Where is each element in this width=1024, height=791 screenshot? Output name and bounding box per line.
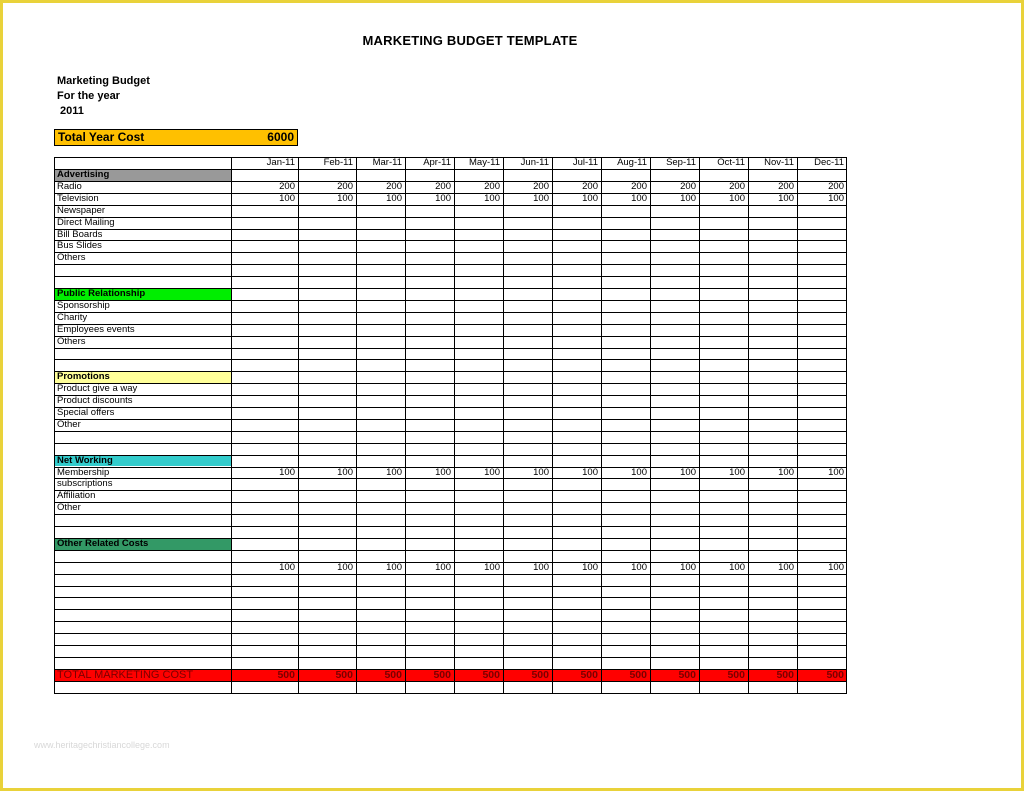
row-label: subscriptions bbox=[57, 478, 113, 490]
grid-hline bbox=[54, 288, 847, 289]
row-label: Other bbox=[57, 502, 81, 514]
grid-hline bbox=[54, 229, 847, 230]
grid-hline bbox=[54, 586, 847, 587]
grid-hline bbox=[54, 348, 847, 349]
row-label: Newspaper bbox=[57, 204, 106, 216]
value-cell: 100 bbox=[533, 561, 549, 573]
section-label: Public Relationship bbox=[57, 288, 146, 299]
value-cell: 200 bbox=[533, 180, 549, 192]
month-header: Nov-11 bbox=[764, 157, 794, 168]
value-cell: 200 bbox=[582, 180, 598, 192]
grid-vline bbox=[846, 157, 847, 693]
value-cell: 100 bbox=[279, 192, 295, 204]
value-cell: 200 bbox=[279, 180, 295, 192]
grid-vline bbox=[454, 157, 455, 693]
row-label: Affiliation bbox=[57, 490, 96, 502]
value-cell: 200 bbox=[435, 180, 451, 192]
total-value-cell: 500 bbox=[678, 668, 696, 681]
row-label: Product discounts bbox=[57, 395, 133, 407]
grid-hline bbox=[54, 681, 847, 682]
total-value-cell: 500 bbox=[580, 668, 598, 681]
value-cell: 200 bbox=[828, 180, 844, 192]
month-header: Dec-11 bbox=[814, 157, 844, 168]
value-cell: 100 bbox=[435, 466, 451, 478]
grid-hline bbox=[54, 312, 847, 313]
grid-hline bbox=[54, 633, 847, 634]
value-cell: 100 bbox=[386, 192, 402, 204]
grid-hline bbox=[54, 455, 847, 456]
value-cell: 100 bbox=[828, 466, 844, 478]
value-cell: 100 bbox=[680, 466, 696, 478]
grid-hline bbox=[54, 276, 847, 277]
grid-vline bbox=[298, 157, 299, 693]
total-value-cell: 500 bbox=[482, 668, 500, 681]
section-label: Promotions bbox=[57, 371, 110, 383]
value-cell: 100 bbox=[729, 466, 745, 478]
grid-vline bbox=[54, 157, 55, 693]
total-value-cell: 500 bbox=[277, 668, 295, 681]
value-cell: 100 bbox=[631, 466, 647, 478]
value-cell: 100 bbox=[828, 192, 844, 204]
row-label: Employees events bbox=[57, 323, 135, 335]
row-label: Sponsorship bbox=[57, 299, 110, 311]
grid-hline bbox=[54, 264, 847, 265]
total-value-cell: 500 bbox=[531, 668, 549, 681]
value-cell: 100 bbox=[729, 192, 745, 204]
value-cell: 200 bbox=[631, 180, 647, 192]
total-value-cell: 500 bbox=[826, 668, 844, 681]
row-label: Product give a way bbox=[57, 383, 138, 395]
grid-hline bbox=[54, 324, 847, 325]
grid-hline bbox=[54, 383, 847, 384]
value-cell: 100 bbox=[435, 561, 451, 573]
value-cell: 200 bbox=[680, 180, 696, 192]
grid-hline bbox=[54, 443, 847, 444]
value-cell: 100 bbox=[582, 192, 598, 204]
grid-vline bbox=[650, 157, 651, 693]
grid-hline bbox=[54, 597, 847, 598]
total-year-cost-value: 6000 bbox=[267, 130, 294, 144]
value-cell: 100 bbox=[533, 466, 549, 478]
value-cell: 100 bbox=[337, 192, 353, 204]
section-label: Net Working bbox=[57, 454, 113, 466]
year-heading: For the year bbox=[57, 90, 120, 102]
budget-grid bbox=[54, 157, 847, 713]
section-label: Other Related Costs bbox=[57, 537, 149, 549]
grid-hline bbox=[54, 657, 847, 658]
grid-vline bbox=[356, 157, 357, 693]
grid-hline bbox=[54, 550, 847, 551]
value-cell: 100 bbox=[279, 466, 295, 478]
grid-hline bbox=[54, 431, 847, 432]
grid-hline bbox=[54, 300, 847, 301]
grid-vline bbox=[405, 157, 406, 693]
grid-hline bbox=[54, 169, 847, 170]
value-cell: 100 bbox=[828, 561, 844, 573]
value-cell: 100 bbox=[386, 466, 402, 478]
grid-hline bbox=[54, 252, 847, 253]
total-value-cell: 500 bbox=[776, 668, 794, 681]
grid-vline bbox=[503, 157, 504, 693]
grid-hline bbox=[54, 538, 847, 539]
month-header: Sep-11 bbox=[666, 157, 696, 168]
grid-hline bbox=[54, 407, 847, 408]
row-label: Others bbox=[57, 252, 86, 264]
grid-vline bbox=[699, 157, 700, 693]
grid-hline bbox=[54, 502, 847, 503]
grid-hline bbox=[54, 359, 847, 360]
month-header: Jan-11 bbox=[266, 157, 295, 168]
grid-hline bbox=[54, 478, 847, 479]
month-header: Aug-11 bbox=[617, 157, 647, 168]
total-value-cell: 500 bbox=[433, 668, 451, 681]
grid-hline bbox=[54, 514, 847, 515]
row-label: Direct Mailing bbox=[57, 216, 115, 228]
grid-hline bbox=[54, 240, 847, 241]
month-header: Jun-11 bbox=[520, 157, 549, 168]
grid-vline bbox=[601, 157, 602, 693]
row-label: Other bbox=[57, 418, 81, 430]
value-cell: 100 bbox=[337, 561, 353, 573]
year-value: 2011 bbox=[60, 105, 84, 117]
grid-hline bbox=[54, 609, 847, 610]
grid-hline bbox=[54, 645, 847, 646]
grid-vline bbox=[748, 157, 749, 693]
grid-vline bbox=[552, 157, 553, 693]
document-title: MARKETING BUDGET TEMPLATE bbox=[362, 33, 578, 48]
value-cell: 100 bbox=[631, 192, 647, 204]
value-cell: 100 bbox=[386, 561, 402, 573]
grid-hline bbox=[54, 526, 847, 527]
value-cell: 100 bbox=[680, 192, 696, 204]
value-cell: 200 bbox=[484, 180, 500, 192]
month-header: Jul-11 bbox=[572, 157, 598, 168]
total-value-cell: 500 bbox=[629, 668, 647, 681]
row-label: Charity bbox=[57, 311, 88, 323]
grid-hline bbox=[54, 490, 847, 491]
grid-hline bbox=[54, 419, 847, 420]
total-marketing-cost-label: TOTAL MARKETING COST bbox=[57, 668, 194, 681]
row-label: Television bbox=[57, 192, 99, 204]
section-label: Advertising bbox=[57, 169, 110, 180]
total-value-cell: 500 bbox=[384, 668, 402, 681]
watermark: www.heritagechristiancollege.com bbox=[34, 740, 170, 750]
grid-vline bbox=[797, 157, 798, 693]
value-cell: 100 bbox=[778, 466, 794, 478]
value-cell: 100 bbox=[484, 466, 500, 478]
value-cell: 100 bbox=[337, 466, 353, 478]
row-label: Radio bbox=[57, 180, 82, 192]
value-cell: 100 bbox=[778, 192, 794, 204]
value-cell: 100 bbox=[484, 192, 500, 204]
value-cell: 100 bbox=[729, 561, 745, 573]
value-cell: 100 bbox=[435, 192, 451, 204]
value-cell: 100 bbox=[484, 561, 500, 573]
grid-hline bbox=[54, 371, 847, 372]
row-label: Special offers bbox=[57, 407, 115, 418]
grid-hline bbox=[54, 336, 847, 337]
value-cell: 200 bbox=[729, 180, 745, 192]
value-cell: 100 bbox=[582, 466, 598, 478]
row-label: Membership bbox=[57, 466, 110, 478]
value-cell: 100 bbox=[778, 561, 794, 573]
grid-hline bbox=[54, 217, 847, 218]
value-cell: 100 bbox=[582, 561, 598, 573]
row-label: Bill Boards bbox=[57, 228, 103, 240]
total-value-cell: 500 bbox=[335, 668, 353, 681]
grid-vline bbox=[231, 157, 232, 693]
total-year-cost-box bbox=[54, 129, 298, 146]
value-cell: 100 bbox=[279, 561, 295, 573]
month-header: Apr-11 bbox=[423, 157, 451, 168]
budget-heading: Marketing Budget bbox=[57, 75, 150, 87]
row-label: Bus Slides bbox=[57, 240, 102, 252]
month-header: May-11 bbox=[469, 157, 500, 168]
row-label: Others bbox=[57, 335, 86, 347]
grid-hline bbox=[54, 395, 847, 396]
total-year-cost-label: Total Year Cost bbox=[58, 130, 145, 144]
value-cell: 200 bbox=[386, 180, 402, 192]
grid-hline bbox=[54, 574, 847, 575]
month-header: Mar-11 bbox=[372, 157, 402, 168]
value-cell: 100 bbox=[631, 561, 647, 573]
month-header: Oct-11 bbox=[717, 157, 745, 168]
grid-hline bbox=[54, 205, 847, 206]
value-cell: 200 bbox=[778, 180, 794, 192]
value-cell: 200 bbox=[337, 180, 353, 192]
value-cell: 100 bbox=[680, 561, 696, 573]
grid-hline bbox=[54, 693, 847, 694]
grid-hline bbox=[54, 621, 847, 622]
total-value-cell: 500 bbox=[727, 668, 745, 681]
month-header: Feb-11 bbox=[323, 157, 353, 168]
value-cell: 100 bbox=[533, 192, 549, 204]
